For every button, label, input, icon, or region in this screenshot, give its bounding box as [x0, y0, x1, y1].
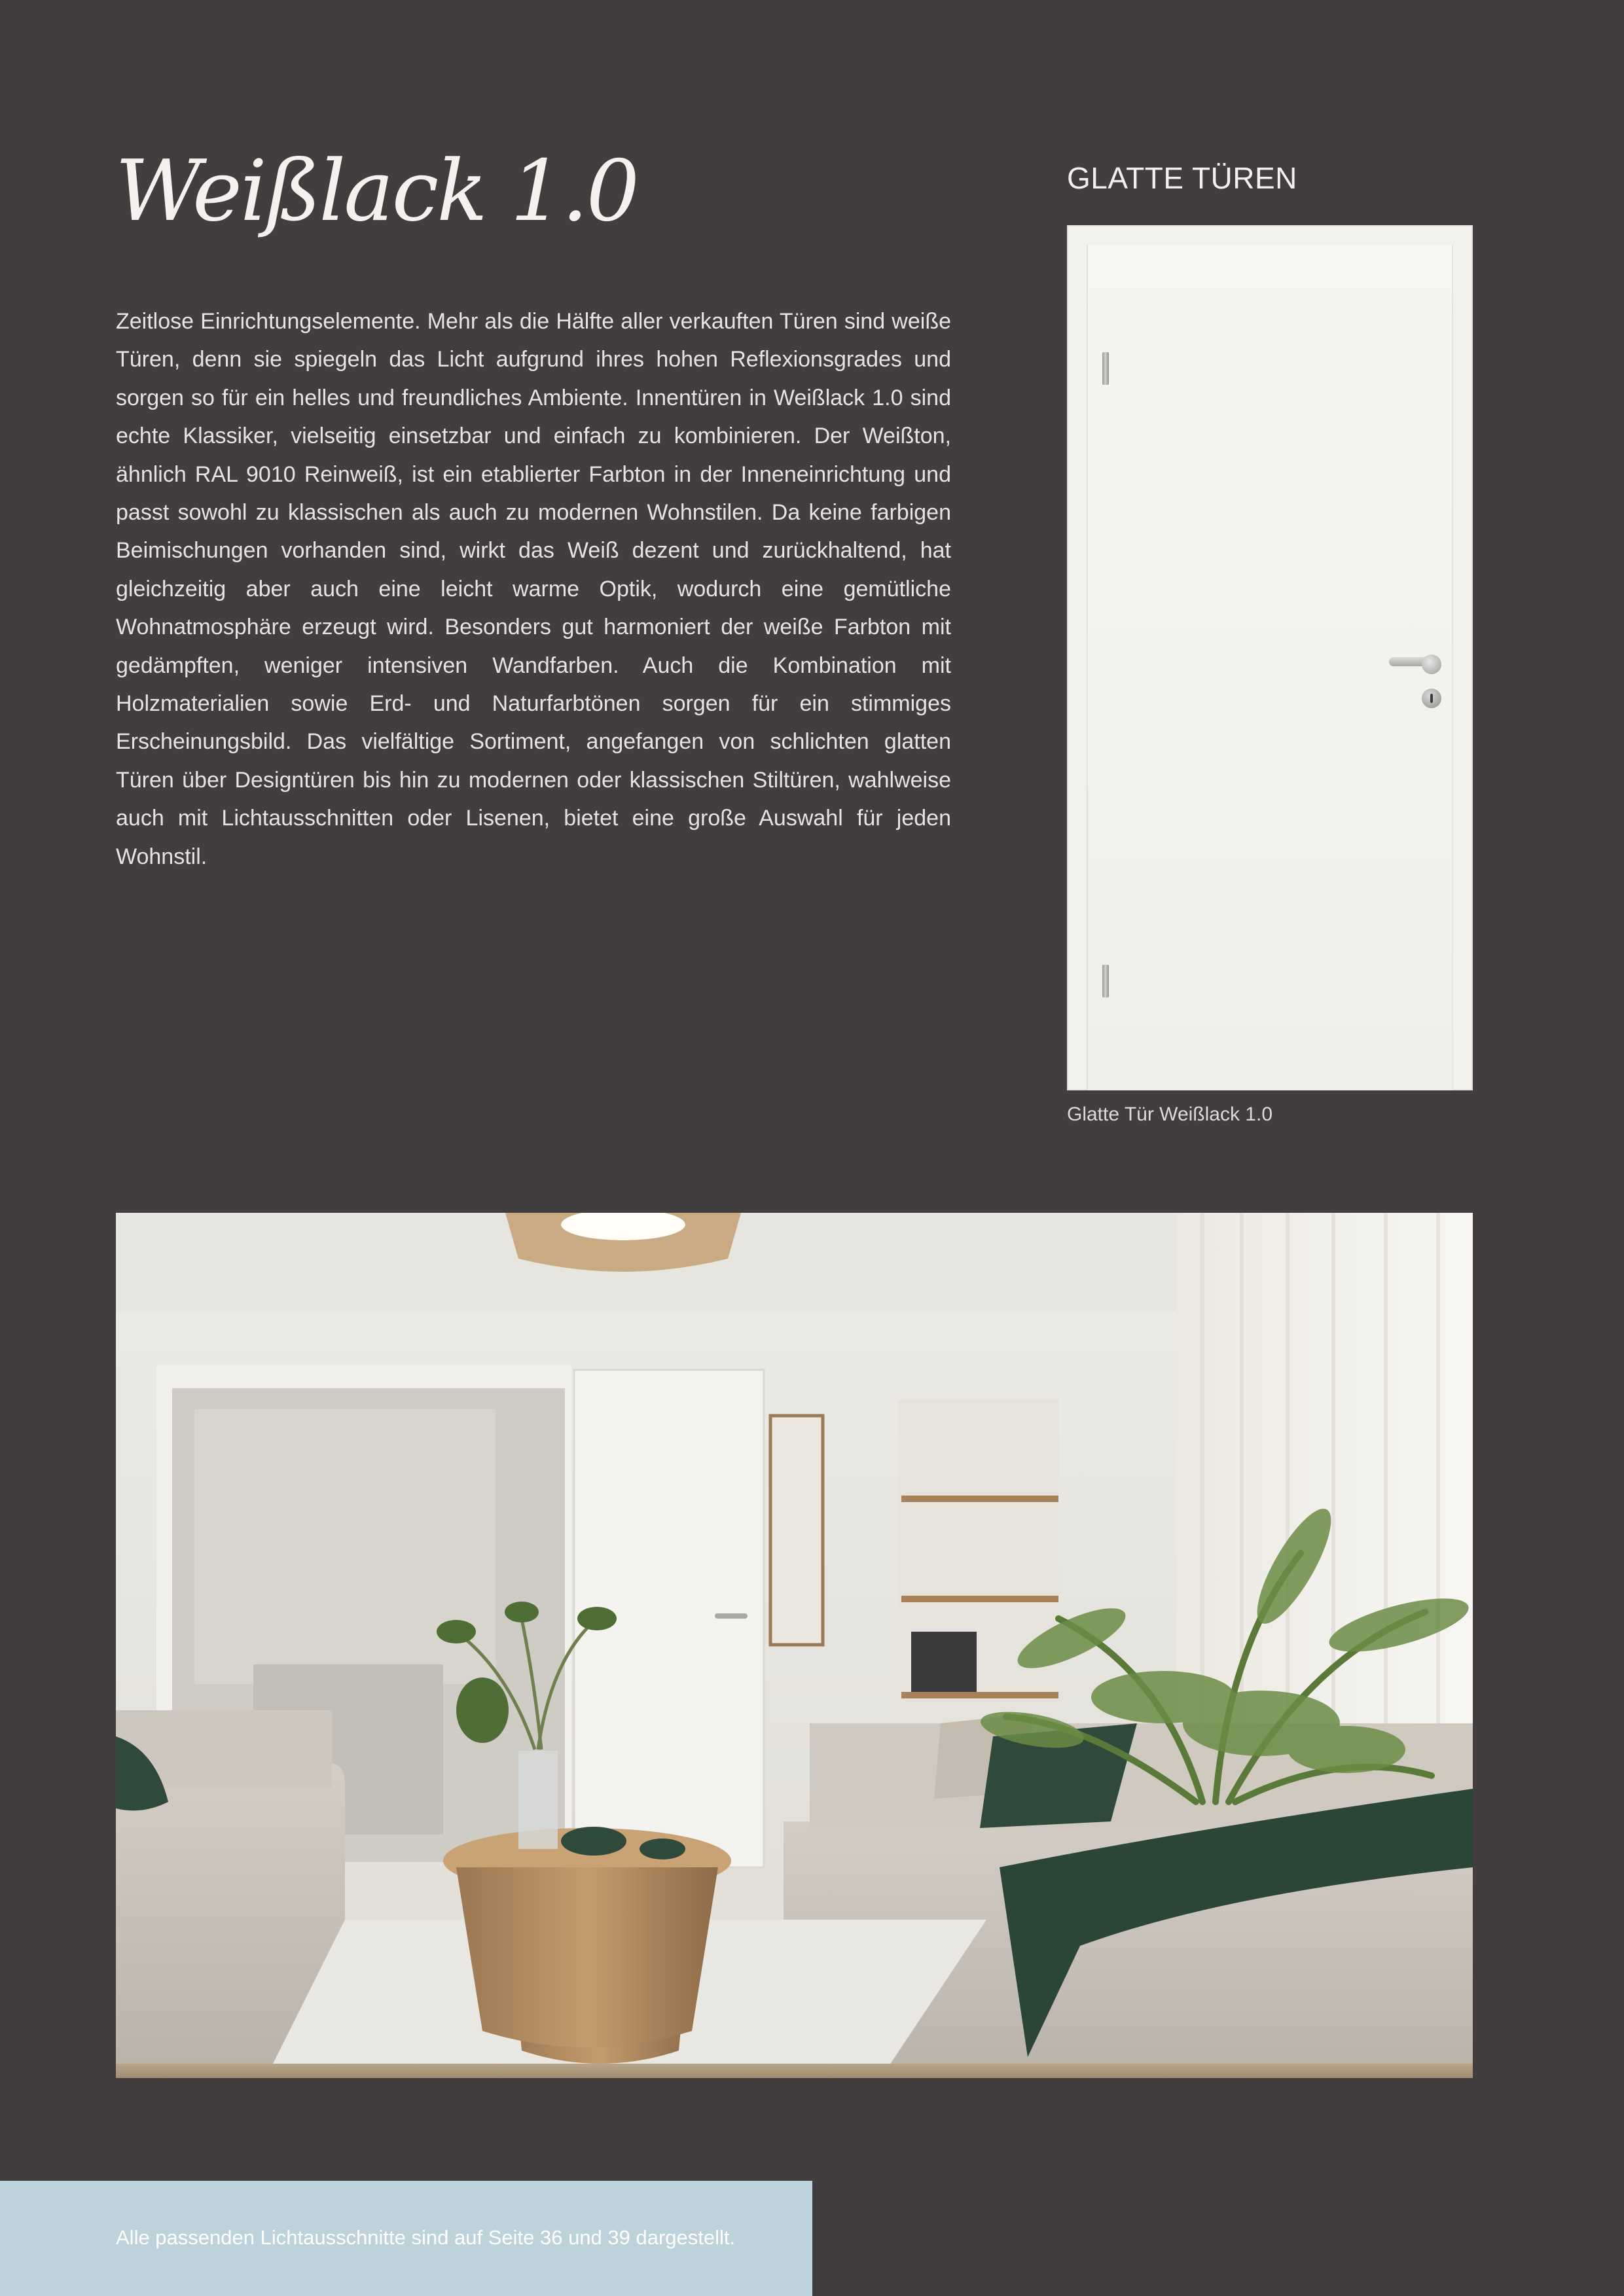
living-room-photo	[116, 1213, 1473, 2078]
door-product-image	[1067, 225, 1473, 1090]
keyhole-icon	[1422, 689, 1441, 708]
hinge-top-icon	[1102, 352, 1109, 385]
handle-rose-icon	[1422, 655, 1441, 674]
hinge-bottom-icon	[1102, 965, 1109, 997]
living-room-illustration	[116, 1213, 1473, 2078]
door-caption: Glatte Tür Weißlack 1.0	[1067, 1103, 1273, 1125]
footer-note: Alle passenden Lichtausschnitte sind auf Seite 36 und 39 dargestellt.	[116, 2226, 736, 2249]
door-leaf	[1088, 245, 1452, 1090]
page-title: Weißlack 1.0	[115, 143, 638, 240]
description-text: Zeitlose Einrichtungselemente. Mehr als die Hälfte aller verkauften Türen sind weiße Türen, denn sie spiegeln das Licht aufgrund ihres hohen Reflexionsgrades und sorgen so für ein helles und freundliches Ambiente. Innentüren in Weißlack 1.0 sind echte Klassiker, vielseitig einsetzbar und einfach zu kombinieren. Der Weißton, ähnlich RAL 9010 Reinweiß, ist ein etablierter Farbton in der Inneneinrichtung und passt sowohl zu klassischen als auch zu modernen Wohnstilen. Da keine farbigen Beimischungen vorhanden sind, wirkt das Weiß dezent und zurückhaltend, hat gleichzeitig aber auch eine leicht warme Optik, wodurch eine gemütliche Wohnatmosphäre erzeugt wird. Besonders gut harmoniert der weiße Farbton mit gedämpften, weniger intensiven Wandfarben. Auch die Kombination mit Holzmaterialien sowie Erd- und Naturfarbtönen sorgen für ein stimmiges Erscheinungsbild. Das vielfältige Sortiment, angefangen von schlichten glatten Türen über Designtüren bis hin zu modernen oder klassischen Stiltüren, wahlweise auch mit Lichtausschnitten oder Lisenen, bietet eine große Auswahl für jeden Wohnstil.	[116, 309, 951, 869]
section-heading: GLATTE TÜREN	[1067, 161, 1297, 195]
